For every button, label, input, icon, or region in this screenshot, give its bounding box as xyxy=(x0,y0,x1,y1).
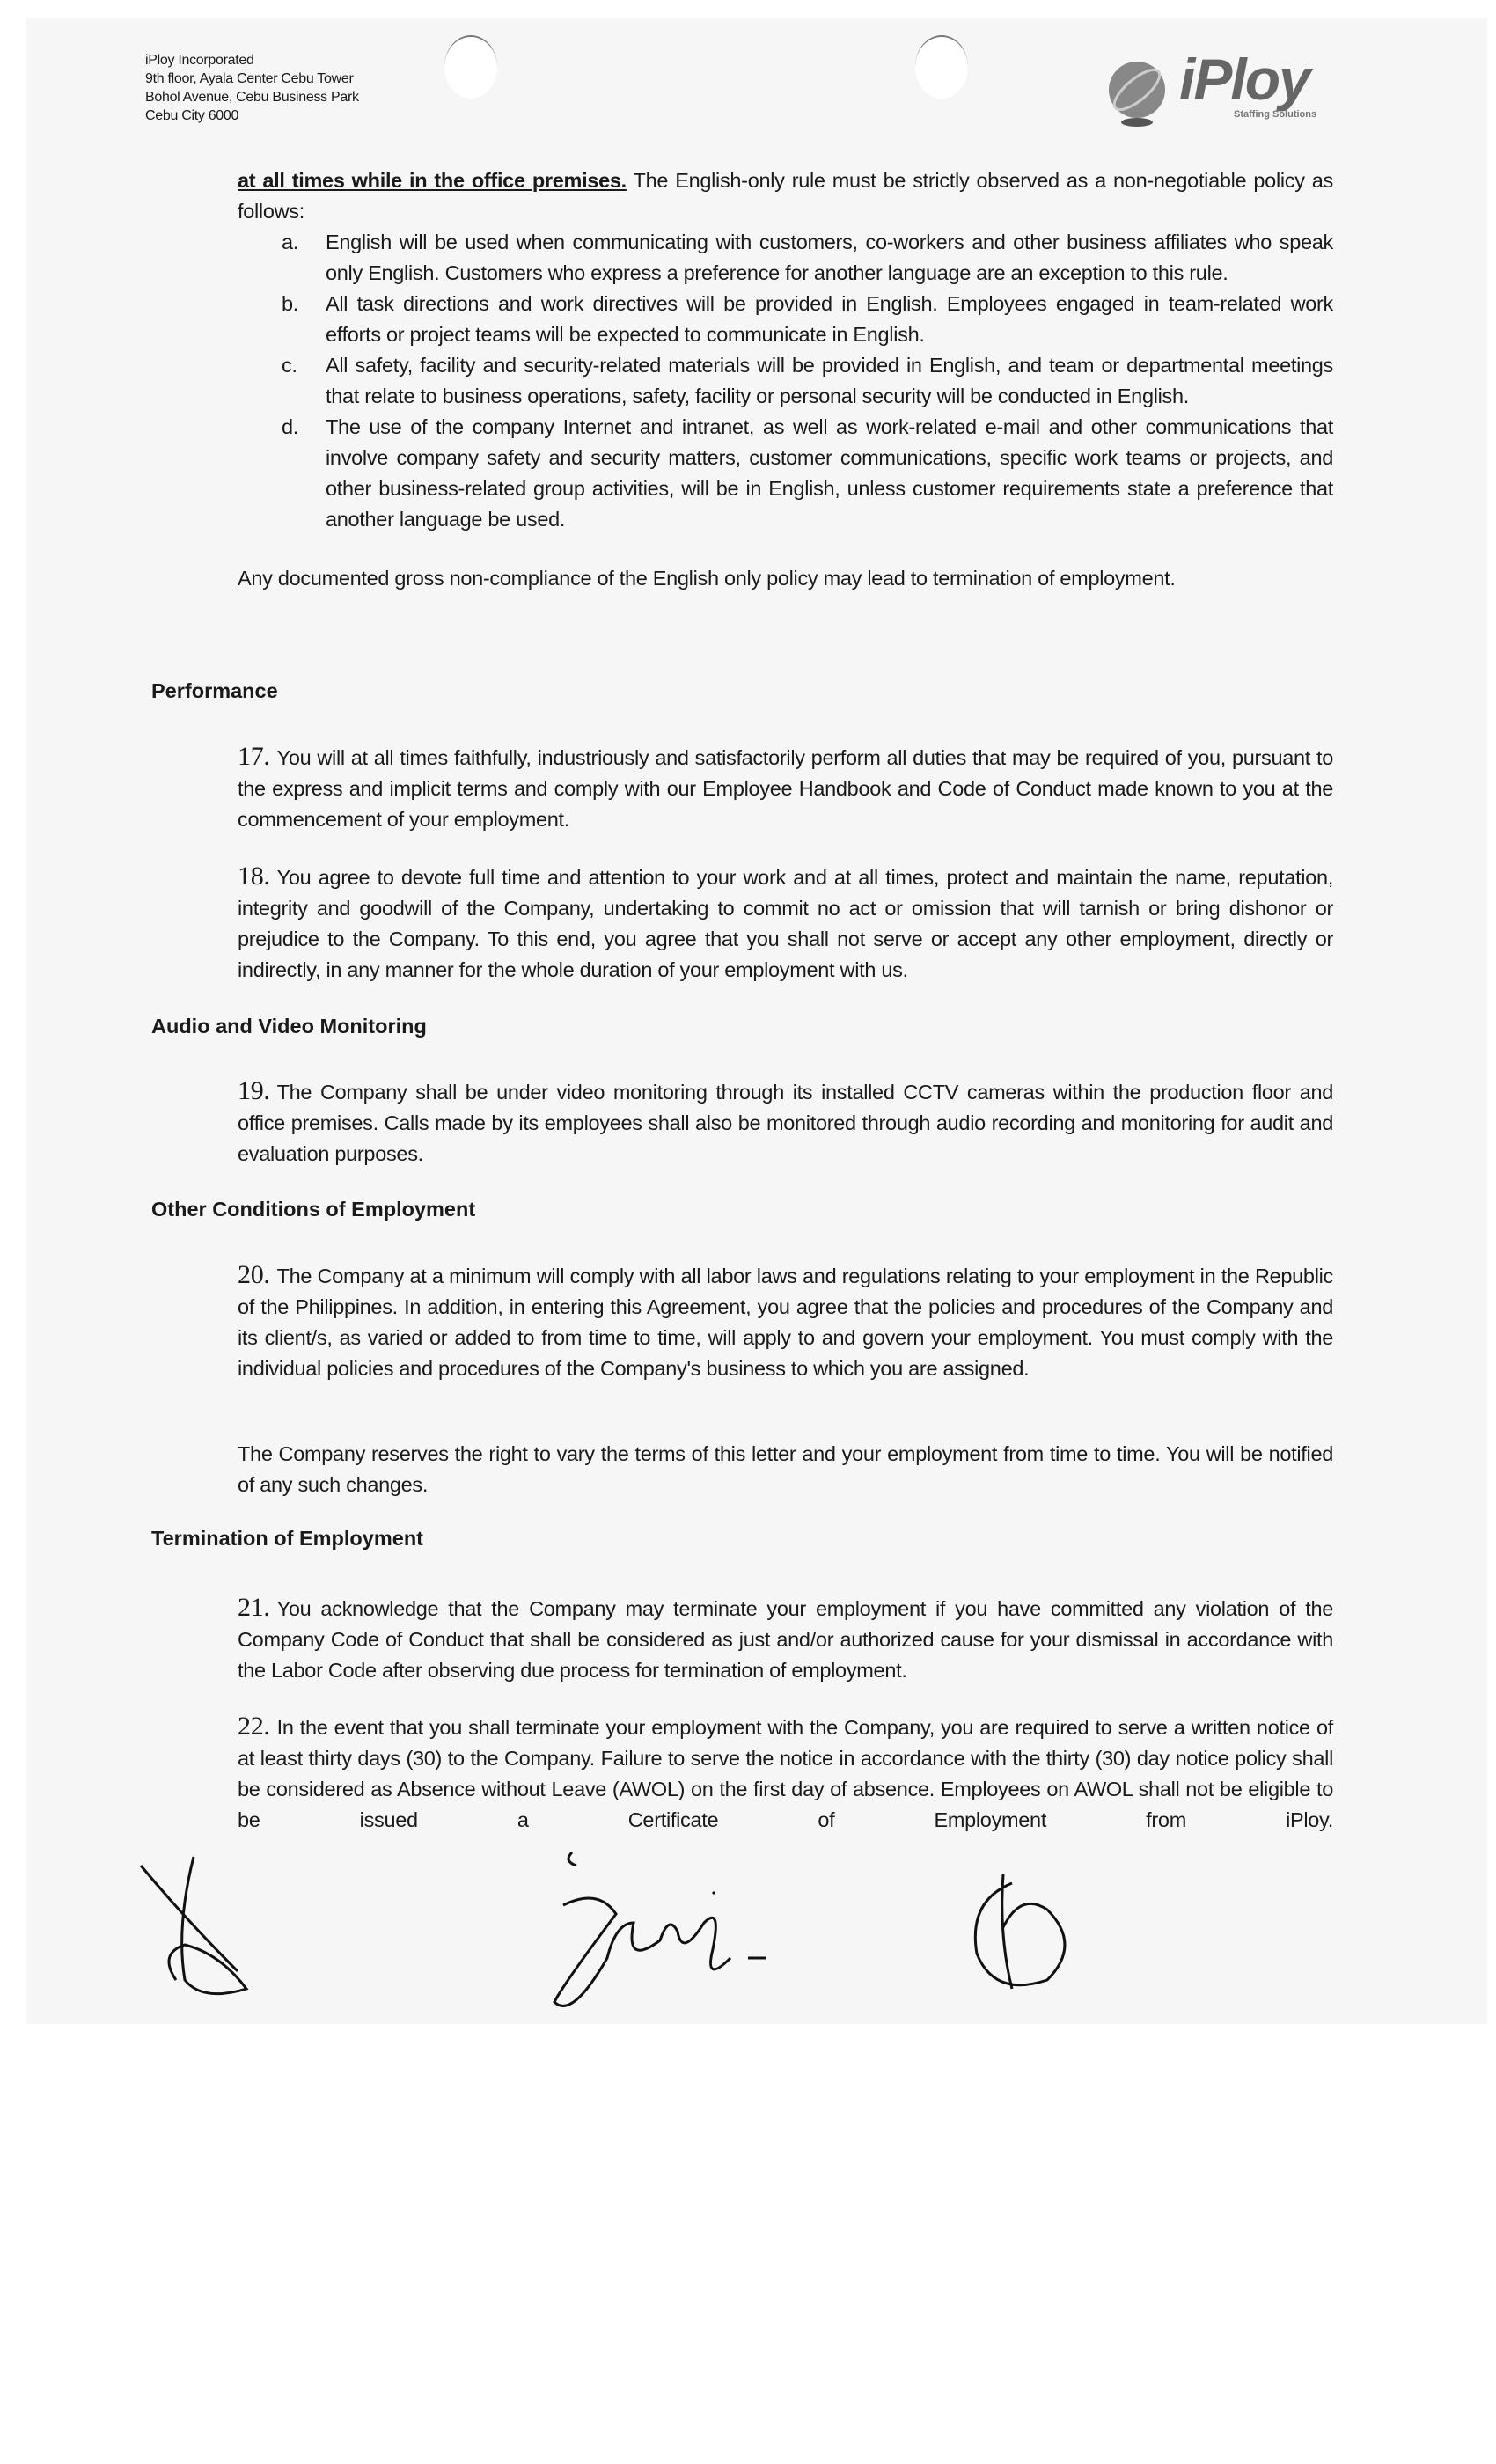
letterhead-address xyxy=(145,51,359,125)
list-item: d. The use of the company Internet and intranet, as well as work-related e-mail and other communications that involve company safety and security matters, customer communications, specific work teams or projects, and other business-related group activities, will be in English, unless customer requirements state a preference that another language be used. xyxy=(282,415,1333,531)
punch-hole xyxy=(915,35,968,99)
section-heading: Termination of Employment xyxy=(151,1527,423,1550)
company-name: iPloy Incorporated xyxy=(145,53,254,68)
section-heading: Audio and Video Monitoring xyxy=(151,1015,427,1038)
globe-icon xyxy=(1100,50,1184,134)
clause-18: 18. You agree to devote full time and attention to your work and at all times, protect and maintain the name, reputation, integrity and goodwill of the Company, undertaking to commit no act or omission that will tarnish or bring dishonor or prejudice to the Company. To this end, you agree that you shall not serve or accept any other employment, directly or indirectly, in any manner for the whole duration of your employment with us. xyxy=(238,862,1333,981)
clause-20: 20. The Company at a minimum will comply with all labor laws and regulations relating to your employment in the Republic of the Philippines. In addition, in entering this Agreement, you agree that the policies and procedures of the Company and its client/s, as varied or added to from time to time, will apply to and govern your employment. You must comply with the individual policies and procedures of the Company's business to which you are assigned. xyxy=(238,1260,1333,1380)
letter-body xyxy=(238,165,1333,594)
section-heading: Performance xyxy=(151,679,278,702)
signature-initials xyxy=(950,1857,1091,1998)
address-line: Cebu City 6000 xyxy=(145,108,239,123)
section-heading: Other Conditions of Employment xyxy=(151,1198,476,1221)
address-line: Bohol Avenue, Cebu Business Park xyxy=(145,90,359,105)
clause-17: 17. You will at all times faithfully, industriously and satisfactorily perform all duties that may be required of you, pursuant to the express and implicit terms and comply with our Employee Handbook and Code of Conduct made known to you at the commencement of your employment. xyxy=(238,742,1333,831)
english-policy-intro: at all times while in the office premises. The English-only rule must be strictly observed as a non-negotiable policy as follows: xyxy=(238,169,1334,223)
iploy-logo: iPloy Staffing Solutions xyxy=(1100,46,1338,129)
address-line: 9th floor, Ayala Center Cebu Tower xyxy=(145,71,354,86)
clause-21: 21. You acknowledge that the Company may terminate your employment if you have committed any violation of the Company Code of Conduct that shall be considered as just and/or authorized cause for your dismissal in accordance with the Labor Code after observing due process for termination of employment. xyxy=(238,1593,1333,1682)
punch-hole xyxy=(444,35,497,99)
signature xyxy=(537,1844,818,2020)
list-item: b. All task directions and work directives will be provided in English. Employees engaged in team-related work efforts or project teams will be expected to communicate in English. xyxy=(282,292,1333,346)
noncompliance-note: Any documented gross non-compliance of the English only policy may lead to termination of employment. xyxy=(238,567,1176,590)
list-item: a. English will be used when communicating with customers, co-workers and other business affiliates who speak only English. Customers who express a preference for another language are an exception to this rule. xyxy=(282,231,1333,284)
clause-22: 22. In the event that you shall terminate your employment with the Company, you are required to serve a written notice of at least thirty days (30) to the Company. Failure to serve the notice in accordance with the thirty (30) day notice policy shall be considered as Absence without Leave (AWOL) on the first day of absence. Employees on AWOL shall not be eligible to be issued a Certificate of Employment from iPloy. xyxy=(238,1712,1333,1831)
clause-20-note: The Company reserves the right to vary the terms of this letter and your employment from time to time. You will be notified of any such changes. xyxy=(238,1442,1333,1496)
list-item: c. All safety, facility and security-related materials will be provided in English, and team or departmental meetings that relate to business operations, safety, facility or personal security will be conducted in English. xyxy=(282,354,1333,407)
signature-initials xyxy=(132,1848,264,2006)
clause-19: 19. The Company shall be under video monitoring through its installed CCTV cameras within the production floor and office premises. Calls made by its employees shall also be monitored through audio recording and monitoring for audit and evaluation purposes. xyxy=(238,1076,1333,1165)
